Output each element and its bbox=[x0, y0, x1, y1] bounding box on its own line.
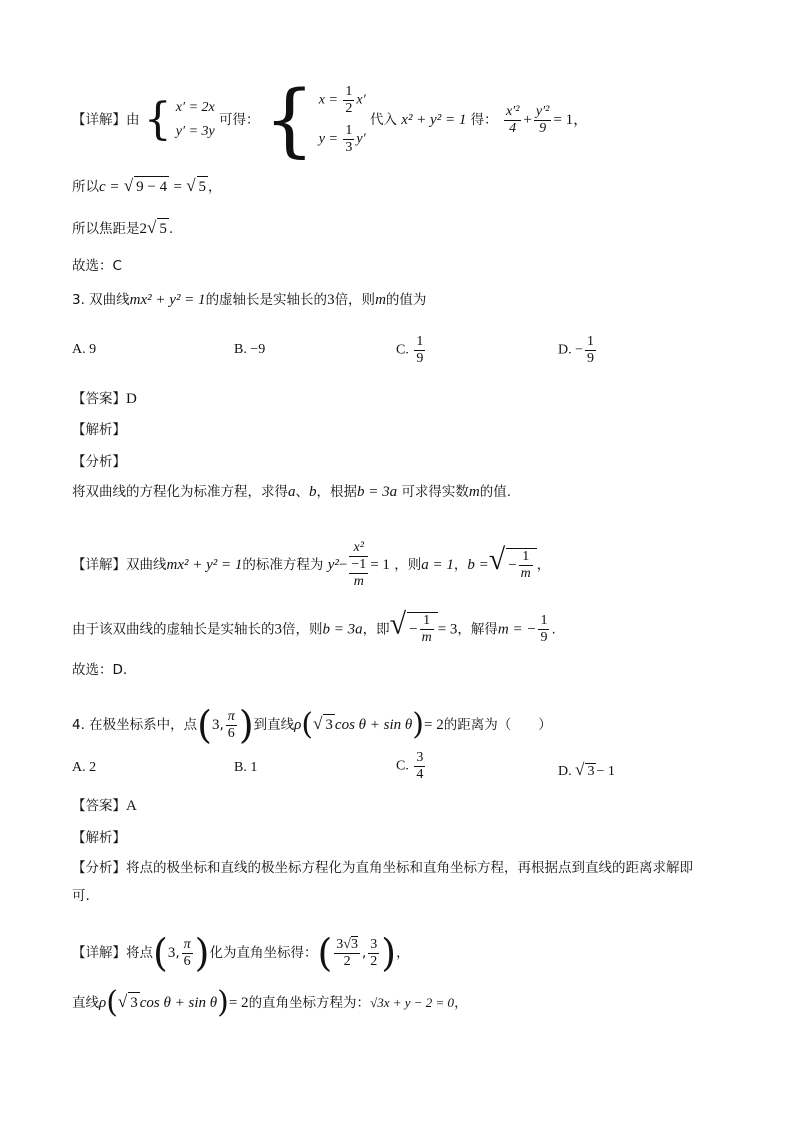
q3-stem-a: 3. 双曲线 bbox=[72, 292, 130, 308]
frac-den: m bbox=[520, 565, 531, 581]
q3-option-a[interactable]: A. 9 bbox=[72, 342, 97, 357]
l-prefix: 直线 bbox=[72, 995, 99, 1011]
q3-option-b[interactable]: B. −9 bbox=[234, 342, 266, 357]
s-rel: b = 3a bbox=[322, 621, 363, 638]
s-num: 3 bbox=[274, 621, 282, 638]
q3-analysis-tag: 【解析】 bbox=[72, 422, 126, 438]
minus: − bbox=[409, 621, 418, 638]
three: 3 bbox=[167, 945, 176, 961]
frac-num: y′² bbox=[535, 103, 550, 119]
d-end: ， bbox=[396, 945, 410, 961]
frac-den: 4 bbox=[416, 767, 424, 782]
d-b: 的标准方程为 bbox=[242, 557, 324, 573]
answer-tag: 【答案】 bbox=[72, 391, 126, 407]
frac-num: 1 bbox=[587, 334, 595, 349]
s-b: 倍，则 bbox=[282, 621, 323, 638]
q3-stem bbox=[72, 290, 426, 310]
q4-detail: 【详解】将点(3, $\frac{\pi}{6}$ )化为直角坐标得：( $\frac{3√3}{2}$ , $\frac{3}{2}$ )， bbox=[72, 931, 410, 975]
q4-option-c[interactable] bbox=[396, 750, 427, 783]
detail-tag: 【详解】 bbox=[72, 557, 126, 573]
s-m: m = − bbox=[497, 621, 537, 638]
l-mid: 的直角坐标方程为： bbox=[248, 995, 371, 1011]
t-d: 的值. bbox=[479, 484, 512, 500]
sys2-b-lhs: y = bbox=[318, 131, 338, 147]
minus: − bbox=[508, 557, 517, 573]
label: C. bbox=[396, 758, 409, 774]
text-de: 得： bbox=[470, 112, 498, 128]
rho: ρ bbox=[294, 717, 302, 733]
frac-num: x′² bbox=[505, 103, 520, 119]
sys2-b-rhs: y′ bbox=[356, 131, 366, 147]
q3-eq: mx² + y² = 1 bbox=[129, 292, 206, 308]
eq2: = 2 bbox=[423, 717, 444, 733]
suffix: ， bbox=[208, 179, 222, 195]
radicand: 9 − 4 bbox=[134, 176, 169, 197]
a-eq: a = 1 bbox=[421, 557, 454, 573]
s-d: ，解得 bbox=[457, 621, 498, 638]
ellipse-tail: = 1， bbox=[553, 112, 589, 128]
y2: y² bbox=[327, 557, 339, 573]
q4-stem-a: 4. 在极坐标系中，点 bbox=[72, 717, 198, 733]
q4-fenxi-2: 可. bbox=[72, 888, 90, 904]
d-b: 化为直角坐标得： bbox=[209, 945, 318, 961]
q3-choose: 故选：D. bbox=[72, 662, 128, 678]
frac-num: π bbox=[227, 708, 235, 724]
s-eq3: = 3 bbox=[437, 621, 458, 638]
q4-option-b[interactable]: B. 1 bbox=[234, 760, 258, 775]
theta-expr: cos θ + sin θ bbox=[139, 995, 218, 1011]
answer-value: A bbox=[126, 798, 137, 814]
left-brace: { bbox=[143, 94, 172, 145]
frac-num: 1 bbox=[519, 549, 533, 566]
q3-analysis bbox=[72, 482, 511, 502]
coef: 2 bbox=[139, 221, 147, 237]
q3-stem-d: 的值为 bbox=[385, 292, 427, 308]
label: D. bbox=[558, 764, 572, 779]
rel: b = 3a bbox=[357, 484, 398, 500]
tail: − 1 bbox=[596, 764, 615, 779]
frac-num: 1 bbox=[420, 613, 434, 630]
theta-expr: cos θ + sin θ bbox=[334, 717, 413, 733]
three-rad: 3 bbox=[350, 936, 358, 952]
frac-num: π bbox=[183, 936, 191, 952]
left-brace-2: { bbox=[263, 73, 315, 166]
frac-den: 9 bbox=[539, 120, 547, 136]
line-focal: 所以焦距是2√ 5 . bbox=[72, 218, 174, 237]
prefix: 所以焦距是 bbox=[72, 221, 140, 237]
var-a: a bbox=[288, 484, 296, 500]
frac-den: 2 bbox=[345, 101, 353, 116]
var-m: m bbox=[468, 484, 480, 500]
sys1-a: x′ = 2x bbox=[175, 100, 215, 115]
q4-answer bbox=[72, 796, 137, 816]
d-eq: mx² + y² = 1 bbox=[166, 557, 243, 573]
frac-den: m bbox=[421, 630, 432, 645]
frac-den: 2 bbox=[343, 953, 351, 969]
q4-analysis-tag: 【解析】 bbox=[72, 830, 126, 846]
q4-option-a[interactable]: A. 2 bbox=[72, 760, 97, 775]
three: 3 bbox=[212, 717, 220, 733]
answer-value: D bbox=[126, 391, 137, 407]
t-a: 将双曲线的方程化为标准方程，求得 bbox=[72, 484, 288, 500]
d-c: ，则 bbox=[394, 557, 422, 573]
detail-tag: 【详解】 bbox=[72, 945, 126, 961]
rho: ρ bbox=[99, 995, 107, 1011]
one: 1 bbox=[359, 557, 367, 572]
q3-fenxi-tag: 【分析】 bbox=[72, 454, 126, 470]
l-eq: √3x + y − 2 = 0 bbox=[370, 995, 455, 1010]
q4-stem-b: 到直线 bbox=[253, 717, 295, 733]
prefix: 所以 bbox=[72, 179, 99, 195]
t-c: 可求得实数 bbox=[401, 484, 469, 500]
system-1 bbox=[172, 96, 215, 144]
d-a: 双曲线 bbox=[126, 557, 167, 573]
sys1-b: y′ = 3y bbox=[175, 124, 215, 139]
three: 3 bbox=[323, 714, 335, 735]
frac-num: 3 bbox=[370, 936, 378, 952]
frac-num: 1 bbox=[540, 613, 548, 628]
q3-since: 由于该双曲线的虚轴长是实轴长的3倍，则b = 3a，即√ − $\frac{1}{m}$ = 3，解得m = − $\frac{1}{9}$ . bbox=[72, 607, 556, 645]
three: 3 bbox=[336, 936, 344, 952]
frac-num: x² bbox=[349, 540, 368, 557]
sep: 、 bbox=[295, 484, 309, 500]
frac-den: 9 bbox=[587, 351, 595, 366]
detail-line-1 bbox=[72, 73, 589, 166]
plus-sign: + bbox=[523, 112, 532, 128]
frac-den: 2 bbox=[370, 953, 378, 969]
d-a: 将点 bbox=[126, 945, 153, 961]
radicand-2: 5 bbox=[197, 176, 209, 197]
sys2-a-rhs: x′ bbox=[356, 92, 366, 108]
text-you: 由 bbox=[126, 112, 140, 128]
analysis-text: 将点的极坐标和直线的极坐标方程化为直角坐标和直角坐标方程，再根据点到直线的距离求解即 bbox=[126, 860, 693, 876]
fenxi-tag: 【分析】 bbox=[72, 860, 126, 876]
answer-tag: 【答案】 bbox=[72, 798, 126, 814]
choose-1: 故选：C bbox=[72, 258, 122, 274]
q4-option-d[interactable]: D. √ 3 − 1 bbox=[558, 760, 615, 779]
q4-stem-c: 的距离为（ ） bbox=[443, 717, 552, 733]
frac-num: 1 bbox=[345, 123, 353, 138]
line-c: 所以c = √ 9 − 4 = √ 5 ， bbox=[72, 176, 222, 195]
s-a: 由于该双曲线的虚轴长是实轴长的 bbox=[72, 621, 275, 638]
comma: ， bbox=[453, 557, 468, 573]
q4-stem: 4. 在极坐标系中，点(3, $\frac{\pi}{6}$ )到直线ρ(√ 3 cos θ + sin θ)= 2的距离为（ ） bbox=[72, 703, 552, 747]
frac-num: 1 bbox=[345, 84, 353, 99]
q3-m: m bbox=[375, 292, 386, 308]
frac-den: 3 bbox=[345, 140, 353, 155]
frac-den: 9 bbox=[416, 351, 424, 366]
frac-den: 6 bbox=[227, 725, 235, 741]
radicand: 5 bbox=[157, 218, 169, 239]
three: 3 bbox=[128, 992, 140, 1013]
s-c: ，即 bbox=[362, 621, 390, 638]
circle-equation: x² + y² = 1 bbox=[401, 112, 467, 128]
text-kede: 可得： bbox=[219, 112, 260, 128]
frac-num: 1 bbox=[416, 334, 424, 349]
q3-num: 3 bbox=[327, 292, 335, 308]
q3-stem-c: 倍，则 bbox=[334, 292, 376, 308]
q3-stem-b: 的虚轴长是实轴长的 bbox=[205, 292, 328, 308]
l-end: ， bbox=[454, 995, 468, 1011]
detail-tag: 【详解】 bbox=[72, 112, 126, 128]
sys2-a-lhs: x = bbox=[318, 92, 338, 108]
label: C. bbox=[396, 342, 409, 358]
system-2 bbox=[315, 84, 366, 156]
m: m bbox=[353, 574, 364, 589]
suffix: . bbox=[168, 221, 174, 237]
eq1: = 1 bbox=[370, 557, 390, 573]
end: ， bbox=[536, 557, 551, 573]
frac-den: 9 bbox=[540, 630, 548, 645]
eq2: = 2 bbox=[228, 995, 249, 1011]
var-b: b bbox=[309, 484, 317, 500]
minus: − bbox=[338, 557, 348, 573]
t-b: ，根据 bbox=[316, 484, 357, 500]
label: D. − bbox=[558, 342, 584, 358]
q3-option-d[interactable] bbox=[558, 334, 598, 367]
q4-line: 直线ρ(√ 3 cos θ + sin θ)= 2的直角坐标方程为：√3x + y − 2 = 0， bbox=[72, 985, 468, 1020]
frac-den: 6 bbox=[183, 953, 191, 969]
q3-detail: 【详解】双曲线mx² + y² = 1的标准方程为 y²− $\frac{\text{x²}}{\frac{-1}{m}}$ = 1 ，则a = 1，b =√ − $\frac{1}{m}$ ， bbox=[72, 540, 551, 589]
b-eq: b = bbox=[467, 557, 489, 573]
q3-option-c[interactable] bbox=[396, 334, 427, 367]
text-dairu: 代入 bbox=[369, 112, 397, 128]
c-lhs: c = bbox=[99, 179, 120, 195]
q3-answer bbox=[72, 389, 137, 409]
eq: = bbox=[173, 179, 182, 195]
radicand: 3 bbox=[587, 764, 595, 779]
frac-num: 3 bbox=[416, 750, 424, 765]
q4-fenxi bbox=[72, 858, 693, 878]
s-end: . bbox=[551, 621, 556, 638]
frac-den: 4 bbox=[509, 120, 517, 136]
